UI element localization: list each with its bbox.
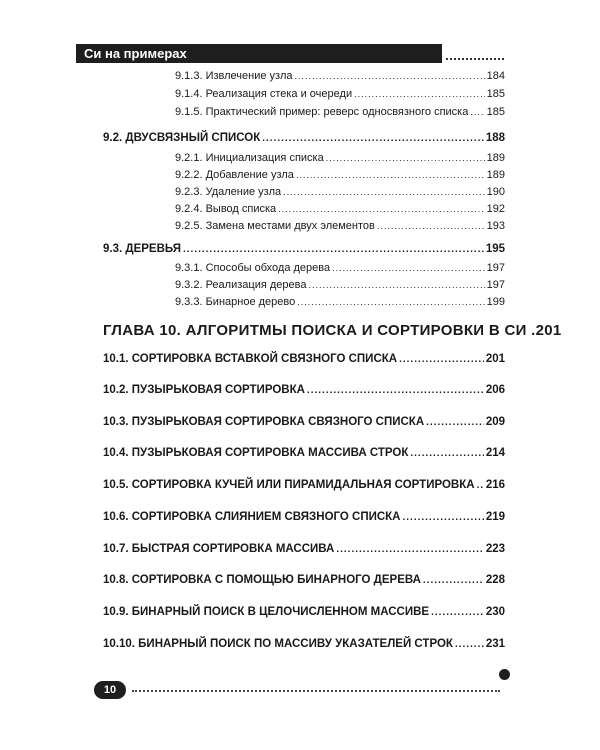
- toc-section-title: 9.3. ДЕРЕВЬЯ: [103, 243, 181, 255]
- toc-entry-9-2-4: [175, 203, 505, 215]
- toc-section-page: 216: [485, 479, 505, 491]
- toc-leader: [262, 133, 484, 144]
- toc-entry-9-1-3: [175, 70, 505, 82]
- toc-entry-title: 9.3.3. Бинарное дерево: [175, 296, 296, 308]
- toc-section-title: 10.7. БЫСТРАЯ СОРТИРОВКА МАССИВА: [103, 543, 335, 555]
- toc-leader: [295, 71, 485, 81]
- toc-section-10-8: [103, 574, 505, 586]
- toc-entry-page: 185: [486, 106, 505, 118]
- toc-entry-page: 189: [486, 169, 505, 181]
- toc-entry-title: 9.2.2. Добавление узла: [175, 169, 294, 181]
- toc-leader: [336, 544, 483, 555]
- toc-leader: [183, 244, 484, 255]
- toc-entry-page: 197: [486, 279, 505, 291]
- toc-section-10-9: [103, 606, 505, 618]
- toc-entry-title: 9.1.4. Реализация стека и очереди: [175, 88, 353, 100]
- toc-entry-page: 193: [486, 220, 505, 232]
- toc-section-page: 223: [485, 543, 505, 555]
- toc-leader: [278, 204, 484, 214]
- toc-leader: [297, 297, 484, 307]
- toc-section-title: 10.8. СОРТИРОВКА С ПОМОЩЬЮ БИНАРНОГО ДЕРЕВА: [103, 574, 421, 586]
- toc-entry-9-3-1: [175, 262, 505, 274]
- header-dotted-rule: [446, 58, 504, 60]
- toc-leader: [455, 639, 484, 650]
- toc-section-title: 9.2. ДВУСВЯЗНЫЙ СПИСОК: [103, 132, 261, 144]
- toc-leader: [426, 417, 484, 428]
- toc-entry-title: 9.2.4. Вывод списка: [175, 203, 277, 215]
- toc-section-title: 10.4. ПУЗЫРЬКОВАЯ СОРТИРОВКА МАССИВА СТРОК: [103, 447, 409, 459]
- toc-section-title: 10.1. СОРТИРОВКА ВСТАВКОЙ СВЯЗНОГО СПИСКА: [103, 353, 398, 365]
- toc-entry-page: 184: [486, 70, 505, 82]
- toc-entry-page: 199: [486, 296, 505, 308]
- toc-section-title: 10.6. СОРТИРОВКА СЛИЯНИЕМ СВЯЗНОГО СПИСКА: [103, 511, 401, 523]
- toc-leader: [431, 607, 484, 618]
- toc-section-page: 206: [485, 384, 505, 396]
- toc-section-10-5: [103, 479, 505, 491]
- toc-leader: [410, 448, 483, 459]
- toc-entry-9-2-2: [175, 169, 505, 181]
- toc-section-page: 219: [485, 511, 505, 523]
- footer-bullet: [499, 669, 510, 680]
- toc-entry-page: 189: [486, 152, 505, 164]
- toc-entry-title: 9.2.5. Замена местами двух элементов: [175, 220, 375, 232]
- toc-section-10-3: [103, 416, 505, 428]
- toc-section-title: 10.5. СОРТИРОВКА КУЧЕЙ ИЛИ ПИРАМИДАЛЬНАЯ СОРТИРОВКА: [103, 479, 475, 491]
- toc-section-title: 10.3. ПУЗЫРЬКОВАЯ СОРТИРОВКА СВЯЗНОГО СПИСКА: [103, 416, 425, 428]
- toc-entry-9-1-5: [175, 106, 505, 118]
- toc-entry-9-1-4: [175, 88, 505, 100]
- toc-section-title: 10.10. БИНАРНЫЙ ПОИСК ПО МАССИВУ УКАЗАТЕЛЕЙ СТРОК: [103, 638, 453, 650]
- toc-section-page: 201: [485, 353, 505, 365]
- toc-leader: [402, 512, 483, 523]
- toc-entry-9-2-5: [175, 220, 505, 232]
- toc-entry-title: 9.2.1. Инициализация списка: [175, 152, 324, 164]
- toc-section-title: 10.2. ПУЗЫРЬКОВАЯ СОРТИРОВКА: [103, 384, 305, 396]
- toc-section-10-7: [103, 543, 505, 555]
- toc-chapter-10: [103, 322, 562, 339]
- toc-entry-9-2-3: [175, 186, 505, 198]
- toc-section-page: 214: [485, 447, 505, 459]
- toc-entry-page: 192: [486, 203, 505, 215]
- toc-section-page: 188: [485, 132, 505, 144]
- toc-entry-title: 9.1.3. Извлечение узла: [175, 70, 293, 82]
- toc-entry-9-3-2: [175, 279, 505, 291]
- toc-section-page: 195: [485, 243, 505, 255]
- toc-entry-page: 185: [486, 88, 505, 100]
- toc-entry-9-3-3: [175, 296, 505, 308]
- toc-entry-page: 190: [486, 186, 505, 198]
- toc-entry-title: 9.3.1. Способы обхода дерева: [175, 262, 331, 274]
- toc-leader: [470, 107, 484, 117]
- toc-leader: [354, 89, 485, 99]
- toc-leader: [399, 354, 484, 365]
- footer-dotted-rule: [132, 690, 500, 692]
- toc-entry-page: 197: [486, 262, 505, 274]
- toc-leader: [308, 280, 484, 290]
- toc-chapter-page: 201: [535, 322, 562, 339]
- toc-section-page: 230: [485, 606, 505, 618]
- toc-section-page: 209: [485, 416, 505, 428]
- toc-leader: [326, 153, 485, 163]
- toc-entry-title: 9.1.5. Практический пример: реверс односвязного списка: [175, 106, 469, 118]
- toc-section-title: 10.9. БИНАРНЫЙ ПОИСК В ЦЕЛОЧИСЛЕННОМ МАССИВЕ: [103, 606, 430, 618]
- toc-section-9-2: [103, 132, 505, 144]
- toc-section-9-3: [103, 243, 505, 255]
- page-number-badge: 10: [94, 681, 126, 699]
- toc-section-10-4: [103, 447, 505, 459]
- toc-section-page: 231: [485, 638, 505, 650]
- toc-leader: [332, 263, 485, 273]
- toc-entry-title: 9.2.3. Удаление узла: [175, 186, 282, 198]
- toc-chapter-title: ГЛАВА 10. АЛГОРИТМЫ ПОИСКА И СОРТИРОВКИ В СИ .: [103, 322, 536, 339]
- toc-leader: [307, 385, 484, 396]
- toc-leader: [296, 170, 485, 180]
- toc-leader: [377, 221, 485, 231]
- toc-leader: [283, 187, 485, 197]
- toc-section-10-1: [103, 353, 505, 365]
- toc-section-10-2: [103, 384, 505, 396]
- toc-section-10-6: [103, 511, 505, 523]
- toc-section-page: 228: [485, 574, 505, 586]
- toc-leader: [423, 575, 484, 586]
- toc-entry-title: 9.3.2. Реализация дерева: [175, 279, 307, 291]
- toc-leader: [477, 480, 484, 491]
- toc-entry-9-2-1: [175, 152, 505, 164]
- running-header: Си на примерах: [76, 44, 442, 63]
- toc-section-10-10: [103, 638, 505, 650]
